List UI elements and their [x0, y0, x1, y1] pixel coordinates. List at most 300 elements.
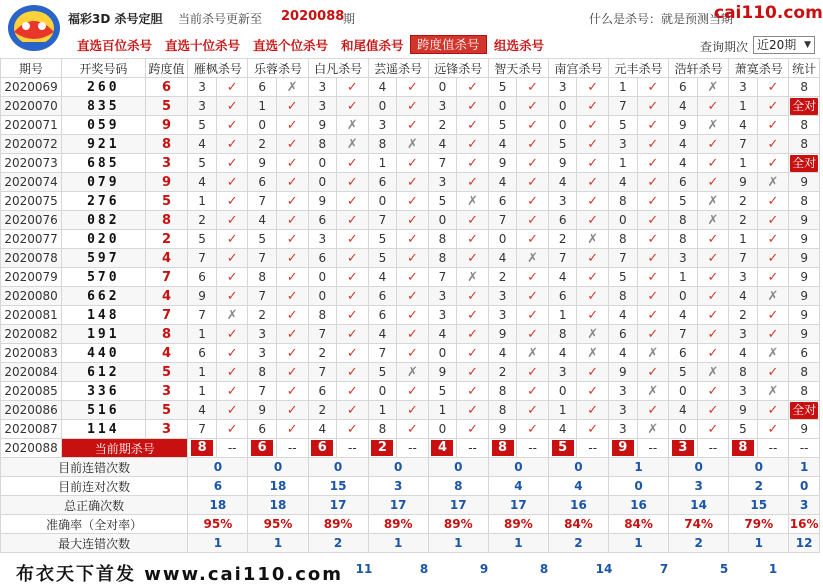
kill-number-cell: 7 — [428, 154, 457, 173]
current-pending-mark: -- — [757, 439, 789, 458]
check-icon: ✓ — [397, 382, 429, 401]
column-header: 期号 — [1, 59, 62, 78]
check-icon: ✓ — [337, 401, 369, 420]
kill-number-cell: 6 — [609, 325, 638, 344]
check-icon: ✓ — [276, 192, 308, 211]
span-value-cell: 4 — [145, 249, 188, 268]
check-icon: ✓ — [637, 173, 669, 192]
kill-number-cell: 5 — [188, 154, 217, 173]
issue-cell: 2020079 — [1, 268, 62, 287]
kill-number-cell: 0 — [488, 230, 517, 249]
kill-number-cell: 5 — [188, 230, 217, 249]
update-label: 当前杀号更新至 — [178, 12, 263, 26]
kill-number-cell: 3 — [609, 382, 638, 401]
span-value-cell: 2 — [145, 230, 188, 249]
summary-value: 18 — [248, 477, 308, 496]
kill-number-cell: 3 — [428, 97, 457, 116]
issue-cell: 2020070 — [1, 97, 62, 116]
tab-span-kill[interactable]: 跨度值杀号 — [410, 35, 487, 54]
kill-number-cell: 4 — [488, 135, 517, 154]
cross-icon: ✗ — [397, 135, 429, 154]
check-icon: ✓ — [397, 230, 429, 249]
span-value-cell: 5 — [145, 97, 188, 116]
check-icon: ✓ — [577, 211, 609, 230]
check-icon: ✓ — [276, 97, 308, 116]
column-header: 南宫杀号 — [548, 59, 608, 78]
check-icon: ✓ — [216, 249, 248, 268]
stat-cell: 6 — [789, 344, 820, 363]
stat-cell — [789, 401, 820, 420]
summary-value: 0 — [248, 458, 308, 477]
current-kill-value: 8 — [492, 440, 514, 456]
tab-hundreds-kill[interactable]: 直选百位杀号 — [77, 38, 153, 53]
check-icon: ✓ — [276, 135, 308, 154]
check-icon: ✓ — [337, 287, 369, 306]
query-period-value: 近20期 — [757, 38, 797, 52]
kill-number-cell: 1 — [188, 363, 217, 382]
kill-number-cell: 5 — [729, 420, 758, 439]
kill-number-cell: 1 — [729, 97, 758, 116]
summary-value: 1 — [248, 534, 308, 553]
table-row — [1, 401, 820, 420]
issue-cell: 2020080 — [1, 287, 62, 306]
check-icon: ✓ — [337, 268, 369, 287]
check-icon: ✓ — [577, 78, 609, 97]
span-value-cell: 3 — [145, 420, 188, 439]
current-kill-value: 3 — [672, 440, 694, 456]
footer-value: 5 — [719, 562, 729, 576]
check-icon: ✓ — [577, 116, 609, 135]
table-header — [1, 59, 820, 78]
kill-number-cell: 7 — [308, 325, 337, 344]
current-kill-cell — [548, 439, 577, 458]
kill-number-cell: 5 — [488, 116, 517, 135]
check-icon: ✓ — [457, 97, 489, 116]
kill-number-cell: 4 — [248, 211, 277, 230]
kill-number-cell: 4 — [308, 420, 337, 439]
check-icon: ✓ — [337, 325, 369, 344]
stat-cell — [789, 97, 820, 116]
kill-number-cell: 4 — [548, 420, 577, 439]
check-icon: ✓ — [397, 401, 429, 420]
check-icon: ✓ — [637, 268, 669, 287]
issue-cell: 2020083 — [1, 344, 62, 363]
check-icon: ✓ — [757, 325, 789, 344]
kill-number-cell: 1 — [188, 192, 217, 211]
check-icon: ✓ — [577, 97, 609, 116]
check-icon: ✓ — [757, 401, 789, 420]
cross-icon: ✗ — [216, 306, 248, 325]
span-value-cell: 3 — [145, 382, 188, 401]
summary-value: 1 — [729, 534, 789, 553]
current-pending-mark: -- — [517, 439, 549, 458]
table-row — [1, 211, 820, 230]
current-kill-value: 8 — [732, 440, 754, 456]
span-value-cell: 7 — [145, 306, 188, 325]
tab-sum-tail-kill[interactable]: 和尾值杀号 — [341, 38, 404, 53]
check-icon: ✓ — [216, 154, 248, 173]
check-icon: ✓ — [337, 154, 369, 173]
check-icon: ✓ — [697, 344, 729, 363]
summary-value: 6 — [188, 477, 248, 496]
tab-units-kill[interactable]: 直选个位杀号 — [253, 38, 329, 53]
kill-number-cell: 5 — [368, 363, 397, 382]
kill-number-cell: 5 — [488, 78, 517, 97]
check-icon: ✓ — [517, 135, 549, 154]
summary-value: 2 — [729, 477, 789, 496]
check-icon: ✓ — [397, 344, 429, 363]
check-icon: ✓ — [577, 382, 609, 401]
draw-number-cell: 082 — [62, 211, 146, 230]
stat-cell: 9 — [789, 325, 820, 344]
kill-number-cell: 3 — [488, 306, 517, 325]
kill-number-cell: 7 — [548, 249, 577, 268]
check-icon: ✓ — [216, 420, 248, 439]
kill-number-cell: 5 — [248, 230, 277, 249]
kill-number-cell: 1 — [609, 78, 638, 97]
check-icon: ✓ — [637, 401, 669, 420]
table-row — [1, 116, 820, 135]
column-header: 白凡杀号 — [308, 59, 368, 78]
summary-value: 0 — [428, 458, 488, 477]
table-row — [1, 97, 820, 116]
check-icon: ✓ — [216, 363, 248, 382]
check-icon: ✓ — [697, 135, 729, 154]
kill-number-cell: 3 — [548, 192, 577, 211]
issue-cell: 2020085 — [1, 382, 62, 401]
check-icon: ✓ — [276, 154, 308, 173]
kill-number-cell: 6 — [548, 287, 577, 306]
kill-number-cell: 0 — [669, 382, 698, 401]
draw-number-cell: 597 — [62, 249, 146, 268]
kill-number-cell: 9 — [669, 116, 698, 135]
check-icon: ✓ — [276, 249, 308, 268]
cross-icon: ✗ — [757, 344, 789, 363]
check-icon: ✓ — [397, 173, 429, 192]
cross-icon: ✗ — [577, 230, 609, 249]
table-row — [1, 344, 820, 363]
check-icon: ✓ — [697, 401, 729, 420]
check-icon: ✓ — [517, 382, 549, 401]
check-icon: ✓ — [637, 97, 669, 116]
summary-row — [1, 534, 820, 553]
check-icon: ✓ — [216, 192, 248, 211]
current-kill-label: 当前期杀号 — [62, 439, 188, 458]
kill-number-cell: 8 — [308, 306, 337, 325]
check-icon: ✓ — [697, 249, 729, 268]
check-icon: ✓ — [757, 192, 789, 211]
kill-number-cell: 6 — [248, 78, 277, 97]
stat-cell: 8 — [789, 116, 820, 135]
stat-cell — [789, 154, 820, 173]
app-name: 福彩3D 杀号定胆 — [68, 12, 163, 26]
kill-number-cell: 6 — [248, 173, 277, 192]
check-icon: ✓ — [276, 116, 308, 135]
cross-icon: ✗ — [457, 192, 489, 211]
check-icon: ✓ — [397, 325, 429, 344]
check-icon: ✓ — [457, 420, 489, 439]
check-icon: ✓ — [216, 382, 248, 401]
kill-number-cell: 2 — [248, 306, 277, 325]
check-icon: ✓ — [637, 192, 669, 211]
check-icon: ✓ — [697, 268, 729, 287]
check-icon: ✓ — [457, 154, 489, 173]
check-icon: ✓ — [276, 268, 308, 287]
kill-number-cell: 5 — [548, 135, 577, 154]
summary-value: 16 — [609, 496, 669, 515]
kill-number-cell: 8 — [609, 230, 638, 249]
kill-number-cell: 5 — [428, 382, 457, 401]
summary-row — [1, 477, 820, 496]
kill-number-cell: 8 — [488, 382, 517, 401]
kill-number-cell: 8 — [428, 249, 457, 268]
kill-type-nav — [0, 34, 820, 56]
draw-number-cell: 516 — [62, 401, 146, 420]
check-icon: ✓ — [517, 116, 549, 135]
check-icon: ✓ — [216, 344, 248, 363]
summary-label: 目前连错次数 — [1, 458, 188, 477]
table-row — [1, 306, 820, 325]
check-icon: ✓ — [216, 287, 248, 306]
check-icon: ✓ — [637, 211, 669, 230]
kill-number-cell: 1 — [188, 382, 217, 401]
check-icon: ✓ — [276, 363, 308, 382]
kill-number-cell: 4 — [488, 249, 517, 268]
table-row — [1, 287, 820, 306]
check-icon: ✓ — [457, 249, 489, 268]
check-icon: ✓ — [276, 401, 308, 420]
summary-value: 18 — [188, 496, 248, 515]
table-row — [1, 173, 820, 192]
check-icon: ✓ — [276, 344, 308, 363]
summary-value: 3 — [789, 496, 820, 515]
check-icon: ✓ — [457, 325, 489, 344]
footer-value: 8 — [539, 562, 549, 576]
kill-number-cell: 8 — [428, 230, 457, 249]
check-icon: ✓ — [697, 97, 729, 116]
check-icon: ✓ — [337, 306, 369, 325]
kill-number-cell: 0 — [428, 344, 457, 363]
table-row — [1, 268, 820, 287]
kill-number-cell: 4 — [428, 135, 457, 154]
kill-number-cell: 3 — [548, 78, 577, 97]
cross-icon: ✗ — [457, 268, 489, 287]
column-header: 统计 — [789, 59, 820, 78]
kill-number-cell: 1 — [548, 401, 577, 420]
kill-number-cell: 3 — [609, 401, 638, 420]
current-pending-mark: -- — [457, 439, 489, 458]
check-icon: ✓ — [757, 97, 789, 116]
check-icon: ✓ — [276, 325, 308, 344]
summary-value: 3 — [669, 477, 729, 496]
current-kill-value: 8 — [191, 440, 213, 456]
footer-value: 14 — [595, 562, 613, 576]
check-icon: ✓ — [757, 363, 789, 382]
check-icon: ✓ — [457, 363, 489, 382]
what-is-link[interactable]: 什么是杀号：就是预测当期 — [589, 12, 734, 26]
summary-label: 准确率（全对率） — [1, 515, 188, 534]
check-icon: ✓ — [517, 173, 549, 192]
kill-number-cell: 4 — [609, 173, 638, 192]
summary-row — [1, 515, 820, 534]
kill-number-cell: 0 — [428, 78, 457, 97]
check-icon: ✓ — [697, 154, 729, 173]
kill-number-cell: 7 — [428, 268, 457, 287]
kill-number-cell: 1 — [368, 401, 397, 420]
kill-number-cell: 8 — [248, 363, 277, 382]
table-row — [1, 154, 820, 173]
kill-number-cell: 0 — [248, 116, 277, 135]
tab-group-kill[interactable]: 组选杀号 — [494, 38, 545, 53]
cross-icon: ✗ — [517, 344, 549, 363]
kill-number-cell: 3 — [308, 97, 337, 116]
current-kill-value: 4 — [431, 440, 453, 456]
check-icon: ✓ — [757, 268, 789, 287]
check-icon: ✓ — [697, 287, 729, 306]
column-header: 远锋杀号 — [428, 59, 488, 78]
summary-value: 8 — [428, 477, 488, 496]
check-icon: ✓ — [757, 249, 789, 268]
stat-cell: 9 — [789, 173, 820, 192]
summary-value: 4 — [488, 477, 548, 496]
issue-cell: 2020087 — [1, 420, 62, 439]
summary-value: 16% — [789, 515, 820, 534]
kill-number-cell: 3 — [729, 325, 758, 344]
summary-label: 目前连对次数 — [1, 477, 188, 496]
check-icon: ✓ — [697, 420, 729, 439]
tab-tens-kill[interactable]: 直选十位杀号 — [165, 38, 241, 53]
summary-value: 4 — [548, 477, 608, 496]
check-icon: ✓ — [276, 211, 308, 230]
check-icon: ✓ — [397, 192, 429, 211]
check-icon: ✓ — [397, 154, 429, 173]
check-icon: ✓ — [517, 420, 549, 439]
kill-number-cell: 0 — [368, 382, 397, 401]
current-kill-cell — [428, 439, 457, 458]
draw-number-cell: 835 — [62, 97, 146, 116]
kill-number-cell: 9 — [729, 401, 758, 420]
table-row — [1, 78, 820, 97]
check-icon: ✓ — [216, 211, 248, 230]
check-icon: ✓ — [577, 420, 609, 439]
footer-watermark-text: 布衣天下首发 www.cai110.com — [16, 564, 344, 585]
check-icon: ✓ — [637, 287, 669, 306]
kill-number-cell: 4 — [368, 325, 397, 344]
column-header: 元丰杀号 — [609, 59, 669, 78]
check-icon: ✓ — [577, 135, 609, 154]
check-icon: ✓ — [397, 420, 429, 439]
check-icon: ✓ — [457, 306, 489, 325]
summary-value: 0 — [609, 477, 669, 496]
span-value-cell: 6 — [145, 78, 188, 97]
span-value-cell: 4 — [145, 344, 188, 363]
issue-cell: 2020074 — [1, 173, 62, 192]
check-icon: ✓ — [337, 363, 369, 382]
kill-number-cell: 8 — [729, 363, 758, 382]
kill-number-cell: 0 — [368, 97, 397, 116]
kill-number-cell: 6 — [188, 344, 217, 363]
kill-number-cell: 7 — [669, 325, 698, 344]
kill-number-cell: 3 — [428, 306, 457, 325]
current-kill-cell — [609, 439, 638, 458]
column-header: 乐蓉杀号 — [248, 59, 308, 78]
query-label: 查询期次 — [700, 40, 749, 54]
cross-icon: ✗ — [757, 382, 789, 401]
summary-label: 最大连错次数 — [1, 534, 188, 553]
check-icon: ✓ — [757, 135, 789, 154]
kill-number-cell: 0 — [308, 287, 337, 306]
footer-value: 11 — [355, 562, 373, 576]
kill-number-cell: 0 — [428, 211, 457, 230]
kill-number-cell: 5 — [368, 249, 397, 268]
check-icon: ✓ — [757, 154, 789, 173]
kill-number-cell: 7 — [248, 287, 277, 306]
kill-number-cell: 7 — [308, 363, 337, 382]
draw-number-cell: 191 — [62, 325, 146, 344]
summary-value: 89% — [368, 515, 428, 534]
check-icon: ✓ — [757, 211, 789, 230]
draw-number-cell: 148 — [62, 306, 146, 325]
kill-number-cell: 9 — [488, 154, 517, 173]
summary-value: 2 — [548, 534, 608, 553]
kill-number-cell: 2 — [248, 135, 277, 154]
summary-row — [1, 496, 820, 515]
draw-number-cell: 079 — [62, 173, 146, 192]
kill-number-cell: 9 — [308, 116, 337, 135]
kill-number-cell: 3 — [428, 173, 457, 192]
kill-number-cell: 7 — [188, 249, 217, 268]
check-icon: ✓ — [517, 287, 549, 306]
kill-number-cell: 9 — [729, 173, 758, 192]
kill-number-cell: 2 — [729, 306, 758, 325]
kill-number-cell: 0 — [308, 268, 337, 287]
check-icon: ✓ — [757, 230, 789, 249]
check-icon: ✓ — [697, 306, 729, 325]
check-icon: ✓ — [457, 116, 489, 135]
kill-number-cell: 7 — [609, 97, 638, 116]
query-period-select[interactable] — [753, 36, 815, 54]
kill-number-cell: 1 — [188, 325, 217, 344]
all-correct-badge: 全对 — [792, 155, 817, 170]
kill-number-cell: 3 — [188, 78, 217, 97]
kill-number-cell: 3 — [729, 268, 758, 287]
current-kill-cell — [248, 439, 277, 458]
kill-number-cell: 3 — [428, 287, 457, 306]
summary-value: 2 — [669, 534, 729, 553]
kill-number-cell: 0 — [609, 211, 638, 230]
check-icon: ✓ — [697, 230, 729, 249]
summary-value: 95% — [188, 515, 248, 534]
current-kill-cell — [729, 439, 758, 458]
issue-cell: 2020071 — [1, 116, 62, 135]
summary-value: 16 — [548, 496, 608, 515]
kill-number-cell: 2 — [188, 211, 217, 230]
check-icon: ✓ — [337, 230, 369, 249]
kill-number-cell: 5 — [188, 116, 217, 135]
issue-cell: 2020084 — [1, 363, 62, 382]
column-header: 开奖号码 — [62, 59, 146, 78]
kill-number-cell: 1 — [729, 230, 758, 249]
column-header: 芸遥杀号 — [368, 59, 428, 78]
kill-number-cell: 9 — [308, 192, 337, 211]
current-kill-cell — [669, 439, 698, 458]
check-icon: ✓ — [757, 306, 789, 325]
kill-number-cell: 9 — [488, 420, 517, 439]
column-header: 跨度值 — [145, 59, 188, 78]
current-pending-mark: -- — [637, 439, 669, 458]
kill-number-cell: 9 — [609, 363, 638, 382]
summary-value: 17 — [308, 496, 368, 515]
